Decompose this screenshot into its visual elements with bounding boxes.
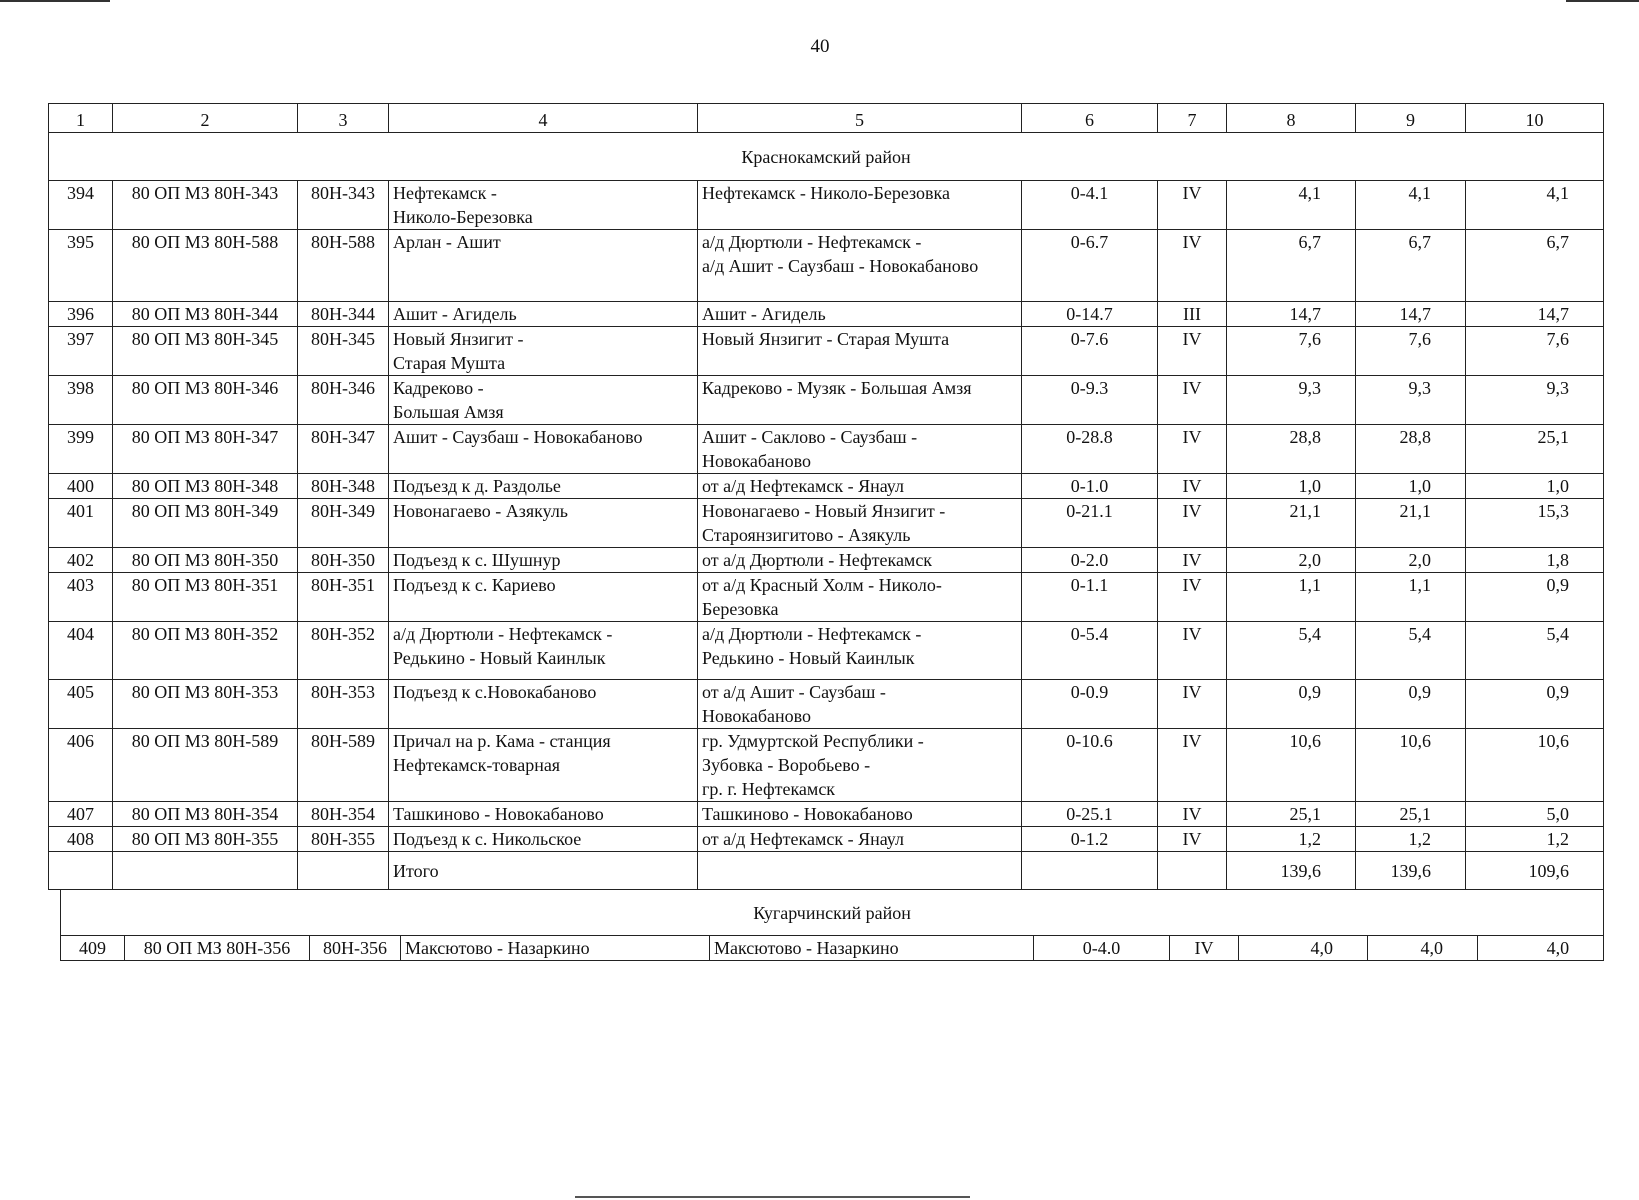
road-name [389,573,698,622]
row-number: 405 [49,680,113,729]
district-header-row [49,133,1604,181]
road-name [389,548,698,573]
km-range: 0-7.6 [1022,327,1158,376]
row-number: 397 [49,327,113,376]
column-number-10: 10 [1466,104,1604,133]
km-range: 0-2.0 [1022,548,1158,573]
road-name [389,474,698,499]
road-short-id: 80Н-354 [298,802,389,827]
road-route-line: Зубовка - Воробьево - [702,755,871,775]
table-row [49,802,1604,827]
total-col9: 139,6 [1356,852,1466,890]
length-col8: 14,7 [1227,302,1356,327]
road-route [698,622,1022,680]
road-id: 80 ОП МЗ 80Н-355 [113,827,298,852]
km-range: 0-4.1 [1022,181,1158,230]
km-range: 0-1.0 [1022,474,1158,499]
road-id: 80 ОП МЗ 80Н-345 [113,327,298,376]
column-number-header [49,104,1604,133]
empty-cell [49,852,113,890]
length-col10: 5,4 [1466,622,1604,680]
road-category: IV [1158,573,1227,622]
road-id: 80 ОП МЗ 80Н-349 [113,499,298,548]
length-col8: 10,6 [1227,729,1356,802]
scan-edge-left [0,0,110,2]
road-category: IV [1158,622,1227,680]
road-category: IV [1158,729,1227,802]
km-range: 0-1.1 [1022,573,1158,622]
row-number: 399 [49,425,113,474]
road-route [698,181,1022,230]
length-col9: 1,0 [1356,474,1466,499]
total-col10: 109,6 [1466,852,1604,890]
road-category: III [1158,302,1227,327]
length-col8: 4,0 [1239,936,1368,961]
road-id: 80 ОП МЗ 80Н-348 [113,474,298,499]
length-col8: 9,3 [1227,376,1356,425]
road-name-line: Максютово - Назаркино [405,938,590,958]
road-name [389,827,698,852]
empty-cell [113,852,298,890]
road-name-line: Подъезд к с. Шушнур [393,550,561,570]
row-number: 408 [49,827,113,852]
road-id: 80 ОП МЗ 80Н-343 [113,181,298,230]
length-col9: 7,6 [1356,327,1466,376]
road-name-line: Кадреково - [393,378,484,398]
table-row [49,499,1604,548]
road-short-id: 80Н-351 [298,573,389,622]
road-short-id: 80Н-350 [298,548,389,573]
length-col10: 5,0 [1466,802,1604,827]
road-name-line: Новый Янзигит - [393,329,524,349]
road-name-line: Большая Амзя [393,402,504,422]
length-col8: 21,1 [1227,499,1356,548]
road-id: 80 ОП МЗ 80Н-354 [113,802,298,827]
road-category: IV [1158,376,1227,425]
table-row [49,548,1604,573]
column-number-7: 7 [1158,104,1227,133]
table-row [49,230,1604,302]
road-route-line: Березовка [702,599,779,619]
district-title: Кугарчинский район [61,890,1604,936]
length-col10: 15,3 [1466,499,1604,548]
length-col8: 1,1 [1227,573,1356,622]
length-col9: 25,1 [1356,802,1466,827]
road-route [710,936,1034,961]
length-col8: 7,6 [1227,327,1356,376]
length-col9: 28,8 [1356,425,1466,474]
length-col9: 1,1 [1356,573,1466,622]
length-col8: 1,0 [1227,474,1356,499]
length-col8: 28,8 [1227,425,1356,474]
row-number: 403 [49,573,113,622]
length-col10: 10,6 [1466,729,1604,802]
length-col10: 4,0 [1478,936,1604,961]
road-category: IV [1158,680,1227,729]
road-route-line: гр. г. Нефтекамск [702,779,836,799]
table-row [49,622,1604,680]
road-short-id: 80Н-347 [298,425,389,474]
road-route [698,729,1022,802]
road-short-id: 80Н-345 [298,327,389,376]
road-route [698,827,1022,852]
road-name-line: Редькино - Новый Каинлык [393,648,606,668]
length-col8: 25,1 [1227,802,1356,827]
length-col9: 6,7 [1356,230,1466,302]
length-col10: 1,8 [1466,548,1604,573]
road-route [698,327,1022,376]
road-route-line: от а/д Красный Холм - Николо- [702,575,942,595]
road-short-id: 80Н-352 [298,622,389,680]
road-name-line: Старая Мушта [393,353,506,373]
road-category: IV [1158,827,1227,852]
road-route [698,802,1022,827]
road-route [698,548,1022,573]
column-number-4: 4 [389,104,698,133]
road-name [389,680,698,729]
road-name-line: Подъезд к д. Раздолье [393,476,561,496]
road-name [401,936,710,961]
road-route [698,302,1022,327]
road-id: 80 ОП МЗ 80Н-347 [113,425,298,474]
road-route-line: Максютово - Назаркино [714,938,899,958]
length-col10: 0,9 [1466,573,1604,622]
road-name-line: Арлан - Ашит [393,232,501,252]
row-number: 406 [49,729,113,802]
road-short-id: 80Н-348 [298,474,389,499]
road-route-line: Нефтекамск - Николо-Березовка [702,183,951,203]
length-col10: 0,9 [1466,680,1604,729]
road-category: IV [1158,230,1227,302]
length-col9: 21,1 [1356,499,1466,548]
road-short-id: 80Н-344 [298,302,389,327]
column-number-9: 9 [1356,104,1466,133]
road-route [698,499,1022,548]
length-col10: 25,1 [1466,425,1604,474]
road-short-id: 80Н-346 [298,376,389,425]
road-name [389,181,698,230]
table-row [49,474,1604,499]
road-route [698,573,1022,622]
road-category: IV [1158,548,1227,573]
road-name [389,622,698,680]
road-route-line: Новонагаево - Новый Янзигит - [702,501,946,521]
length-col8: 4,1 [1227,181,1356,230]
road-route [698,376,1022,425]
length-col9: 2,0 [1356,548,1466,573]
road-name-line: Николо-Березовка [393,207,533,227]
km-range: 0-9.3 [1022,376,1158,425]
road-route-line: Ашит - Агидель [702,304,826,324]
road-route-line: от а/д Нефтекамск - Янаул [702,829,904,849]
scan-edge-bottom [575,1196,970,1198]
km-range: 0-5.4 [1022,622,1158,680]
road-name-line: Подъезд к с.Новокабаново [393,682,597,702]
road-route-line: Староянзигитово - Азякуль [702,525,911,545]
km-range: 0-14.7 [1022,302,1158,327]
road-route [698,474,1022,499]
road-name-line: Подъезд к с. Никольское [393,829,582,849]
empty-cell [298,852,389,890]
length-col10: 4,1 [1466,181,1604,230]
table-row [49,327,1604,376]
column-number-5: 5 [698,104,1022,133]
length-col10: 6,7 [1466,230,1604,302]
road-route-line: Ташкиново - Новокабаново [702,804,913,824]
road-name-line: Причал на р. Кама - станция [393,731,611,751]
road-route [698,425,1022,474]
road-route-line: от а/д Дюртюли - Нефтекамск [702,550,933,570]
row-number: 407 [49,802,113,827]
road-category: IV [1158,181,1227,230]
table-row [49,680,1604,729]
road-id: 80 ОП МЗ 80Н-356 [125,936,310,961]
total-label: Итого [389,852,698,890]
road-route-line: от а/д Нефтекамск - Янаул [702,476,904,496]
empty-cell [1022,852,1158,890]
table-row [49,302,1604,327]
row-number: 396 [49,302,113,327]
row-number: 395 [49,230,113,302]
road-name-line: Нефтекамск - [393,183,497,203]
road-name-line: а/д Дюртюли - Нефтекамск - [393,624,613,644]
road-id: 80 ОП МЗ 80Н-352 [113,622,298,680]
length-col10: 9,3 [1466,376,1604,425]
road-name [389,302,698,327]
total-row [49,852,1604,890]
length-col10: 1,2 [1466,827,1604,852]
length-col9: 1,2 [1356,827,1466,852]
length-col8: 6,7 [1227,230,1356,302]
road-id: 80 ОП МЗ 80Н-344 [113,302,298,327]
road-short-id: 80Н-353 [298,680,389,729]
km-range: 0-6.7 [1022,230,1158,302]
row-number: 400 [49,474,113,499]
length-col10: 1,0 [1466,474,1604,499]
road-route-line: а/д Дюртюли - Нефтекамск - [702,232,922,252]
road-route-line: Новый Янзигит - Старая Мушта [702,329,950,349]
road-route [698,680,1022,729]
road-route-line: гр. Удмуртской Республики - [702,731,924,751]
table-row [49,729,1604,802]
page-number: 40 [810,36,830,57]
km-range: 0-1.2 [1022,827,1158,852]
road-category: IV [1158,499,1227,548]
road-name-line: Ташкиново - Новокабаново [393,804,604,824]
table-row [49,827,1604,852]
road-name [389,425,698,474]
road-category: IV [1158,425,1227,474]
road-name-line: Ашит - Саузбаш - Новокабаново [393,427,643,447]
road-name [389,802,698,827]
row-number: 409 [61,936,125,961]
table-row [49,573,1604,622]
road-short-id: 80Н-349 [298,499,389,548]
scan-edge-right [1566,0,1639,2]
length-col9: 4,0 [1368,936,1478,961]
length-col9: 10,6 [1356,729,1466,802]
table-row [49,376,1604,425]
column-number-3: 3 [298,104,389,133]
roads-table-kugarchinsky [60,889,1604,961]
district-header-row [61,890,1604,936]
length-col10: 7,6 [1466,327,1604,376]
column-number-1: 1 [49,104,113,133]
row-number: 398 [49,376,113,425]
road-name-line: Подъезд к с. Кариево [393,575,556,595]
length-col8: 2,0 [1227,548,1356,573]
length-col8: 1,2 [1227,827,1356,852]
road-route-line: Ашит - Саклово - Саузбаш - [702,427,918,447]
km-range: 0-10.6 [1022,729,1158,802]
road-short-id: 80Н-343 [298,181,389,230]
road-category: IV [1158,802,1227,827]
road-id: 80 ОП МЗ 80Н-351 [113,573,298,622]
road-name [389,499,698,548]
road-name-line: Новонагаево - Азякуль [393,501,569,521]
km-range: 0-21.1 [1022,499,1158,548]
road-route-line: Кадреково - Музяк - Большая Амзя [702,378,972,398]
road-name-line: Нефтекамск-товарная [393,755,561,775]
empty-cell [698,852,1022,890]
length-col9: 5,4 [1356,622,1466,680]
road-route-line: от а/д Ашит - Саузбаш - [702,682,886,702]
road-name [389,230,698,302]
road-short-id: 80Н-355 [298,827,389,852]
table-row [49,181,1604,230]
road-short-id: 80Н-356 [310,936,401,961]
km-range: 0-4.0 [1034,936,1170,961]
road-short-id: 80Н-589 [298,729,389,802]
total-col8: 139,6 [1227,852,1356,890]
road-id: 80 ОП МЗ 80Н-346 [113,376,298,425]
length-col8: 5,4 [1227,622,1356,680]
road-route-line: а/д Дюртюли - Нефтекамск - [702,624,922,644]
road-name [389,376,698,425]
length-col8: 0,9 [1227,680,1356,729]
road-route-line: Новокабаново [702,451,811,471]
road-name [389,327,698,376]
row-number: 404 [49,622,113,680]
row-number: 394 [49,181,113,230]
length-col9: 0,9 [1356,680,1466,729]
roads-table-krasnokamsky [48,103,1604,890]
empty-cell [1158,852,1227,890]
road-short-id: 80Н-588 [298,230,389,302]
row-number: 402 [49,548,113,573]
road-route [698,230,1022,302]
road-id: 80 ОП МЗ 80Н-350 [113,548,298,573]
km-range: 0-0.9 [1022,680,1158,729]
district-title: Краснокамский район [49,133,1604,181]
length-col10: 14,7 [1466,302,1604,327]
road-id: 80 ОП МЗ 80Н-588 [113,230,298,302]
road-route-line: а/д Ашит - Саузбаш - Новокабаново [702,256,979,276]
road-category: IV [1158,327,1227,376]
length-col9: 9,3 [1356,376,1466,425]
length-col9: 14,7 [1356,302,1466,327]
column-number-8: 8 [1227,104,1356,133]
road-route-line: Новокабаново [702,706,811,726]
road-category: IV [1170,936,1239,961]
table-row [49,425,1604,474]
road-category: IV [1158,474,1227,499]
road-id: 80 ОП МЗ 80Н-589 [113,729,298,802]
km-range: 0-25.1 [1022,802,1158,827]
row-number: 401 [49,499,113,548]
table-row [61,936,1604,961]
length-col9: 4,1 [1356,181,1466,230]
column-number-2: 2 [113,104,298,133]
column-number-6: 6 [1022,104,1158,133]
road-name [389,729,698,802]
km-range: 0-28.8 [1022,425,1158,474]
road-name-line: Ашит - Агидель [393,304,517,324]
road-route-line: Редькино - Новый Каинлык [702,648,915,668]
road-id: 80 ОП МЗ 80Н-353 [113,680,298,729]
